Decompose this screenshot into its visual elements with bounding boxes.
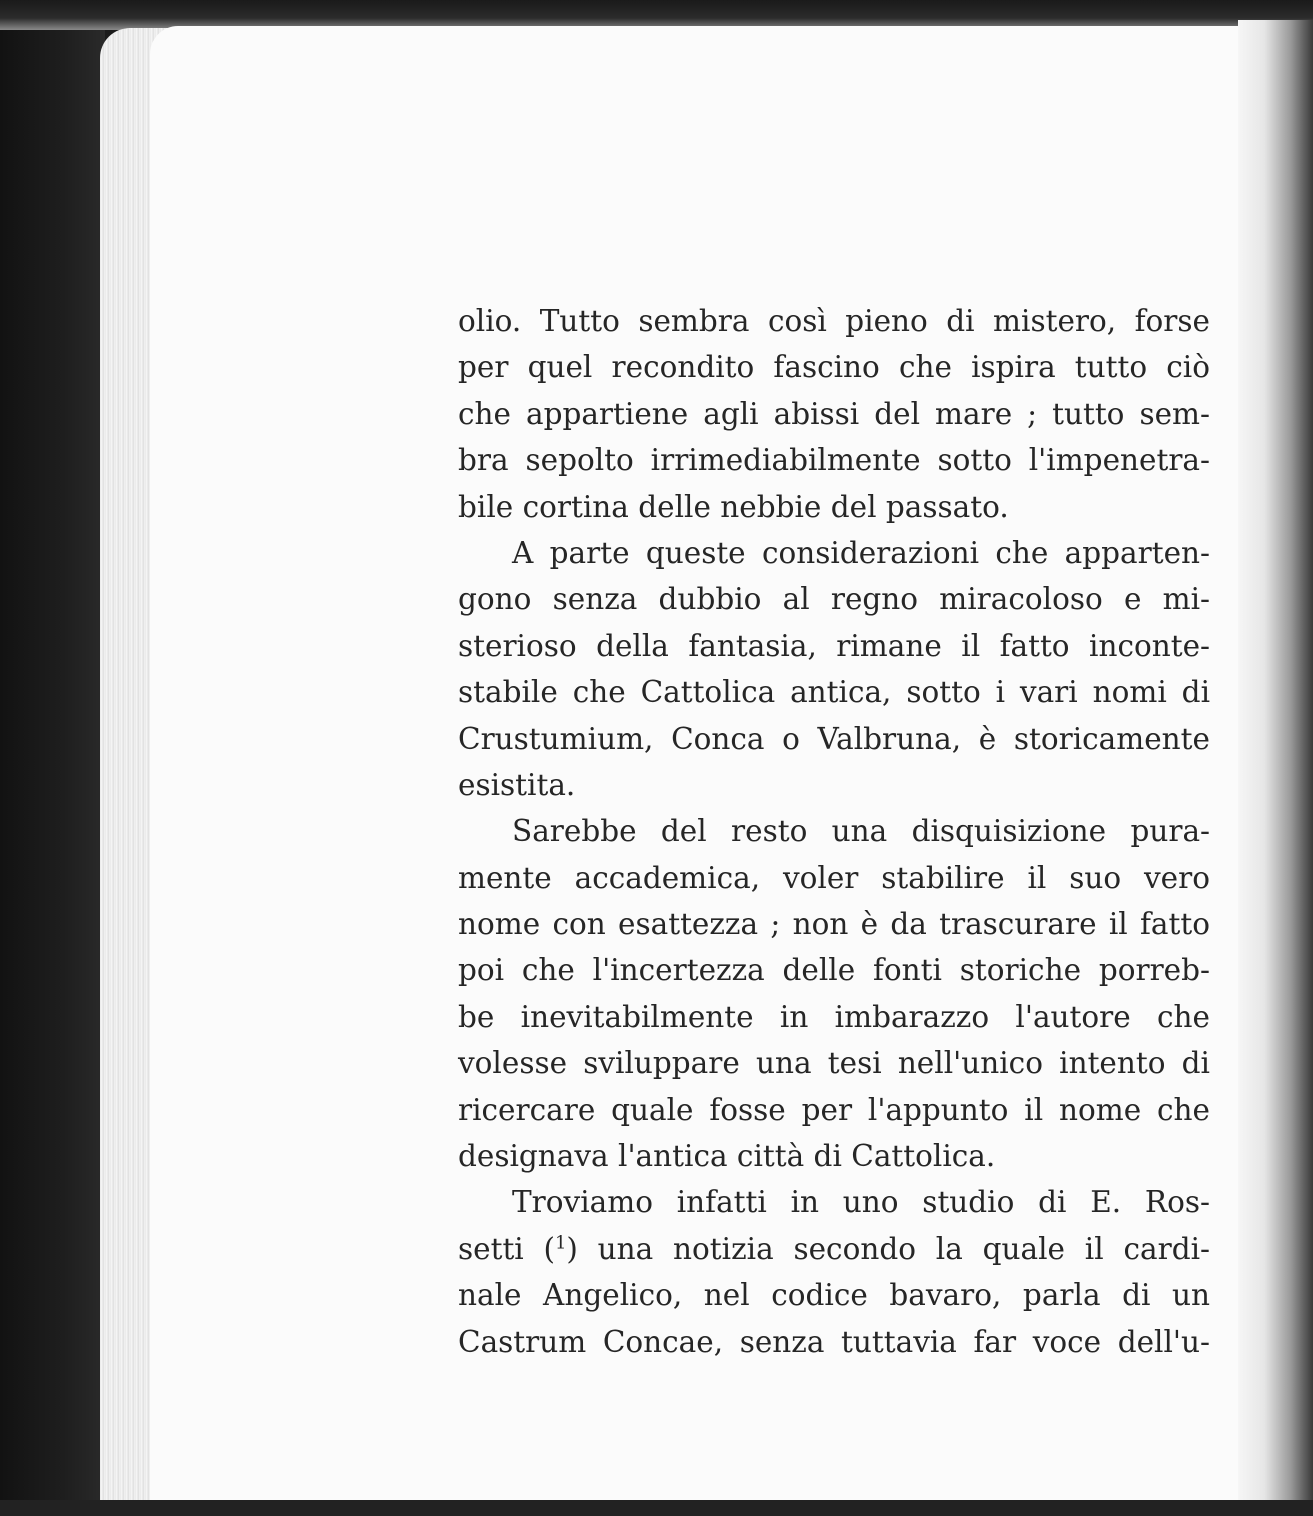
text-line: A parte queste considerazioni che apparten- xyxy=(512,535,1210,570)
text-line: poi che l'incertezza delle fonti storiche porreb- xyxy=(458,953,1210,988)
text-fragment: setti ( xyxy=(458,1231,556,1266)
text-line: stabile che Cattolica antica, sotto i vari nomi di xyxy=(458,675,1210,710)
text-line: designava l'antica città di Cattolica. xyxy=(458,1139,996,1174)
text-line: gono senza dubbio al regno miracoloso e mi- xyxy=(458,582,1210,617)
scanner-background xyxy=(0,0,105,1516)
right-edge-shadow xyxy=(1238,20,1313,1516)
text-line: sterioso della fantasia, rimane il fatto inconte- xyxy=(458,628,1210,663)
text-line: che appartiene agli abissi del mare ; tutto sem- xyxy=(458,396,1210,431)
text-line: olio. Tutto sembra così pieno di mistero, forse xyxy=(458,304,1210,338)
bottom-edge-shadow xyxy=(0,1500,1313,1516)
text-line: per quel recondito fascino che ispira tutto ciò xyxy=(458,350,1210,385)
text-line: bra sepolto irrimediabilmente sotto l'impenetra- xyxy=(458,443,1210,478)
text-line: nome con esattezza ; non è da trascurare il fatto xyxy=(458,907,1210,942)
text-line: esistita. xyxy=(458,767,576,802)
text-line: mente accademica, voler stabilire il suo vero xyxy=(458,860,1210,895)
text-line: nale Angelico, nel codice bavaro, parla di un xyxy=(458,1278,1210,1313)
text-line: be inevitabilmente in imbarazzo l'autore che xyxy=(458,999,1210,1034)
text-line: volesse sviluppare una tesi nell'unico intento di xyxy=(458,1046,1210,1081)
body-text xyxy=(458,298,1210,1365)
text-line: Castrum Concae, senza tuttavia far voce dell'u- xyxy=(458,1324,1210,1359)
footnote-marker: 1 xyxy=(555,1233,567,1254)
text-line: ricercare quale fosse per l'appunto il nome che xyxy=(458,1092,1210,1127)
text-line: Crustumium, Conca o Valbruna, è storicamente xyxy=(458,721,1210,756)
text-line: Sarebbe del resto una disquisizione pura- xyxy=(512,814,1210,849)
text-line: bile cortina delle nebbie del passato. xyxy=(458,489,1009,524)
text-fragment: ) una notizia secondo la quale il cardi- xyxy=(566,1231,1210,1266)
text-line-with-footnote xyxy=(458,1226,1210,1272)
text-line: Troviamo infatti in uno studio di E. Ros- xyxy=(512,1185,1210,1220)
